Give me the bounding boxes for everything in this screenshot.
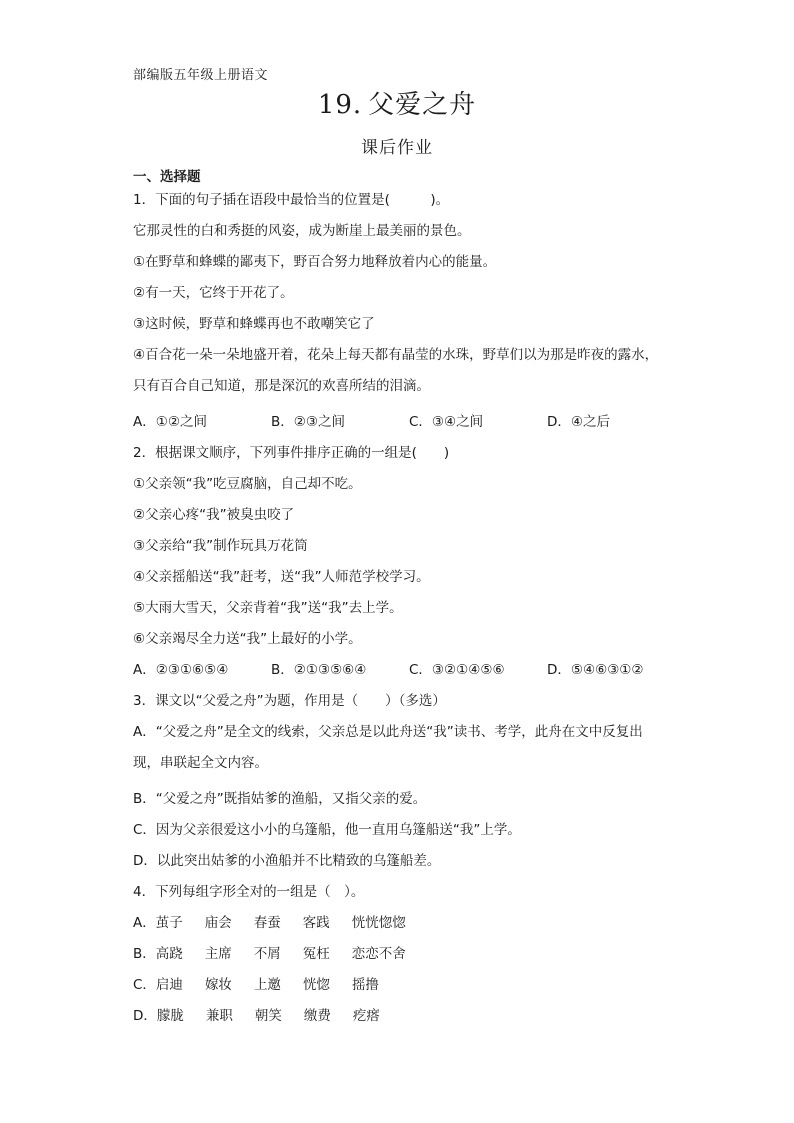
q2-event-6: ⑥父亲竭尽全力送“我”上最好的小学。 xyxy=(133,631,362,647)
q4-c-word: 嫁妆 xyxy=(204,977,232,993)
q3-option-d[interactable]: D．以此突出姑爹的小渔船并不比精致的乌篷船差。 xyxy=(133,853,441,869)
q4-d-word: 缴费 xyxy=(303,1008,331,1024)
q1-sentence: 它那灵性的白和秀挺的风姿，成为断崖上最美丽的景色。 xyxy=(133,223,471,239)
q3-option-b[interactable]: B．“父爱之舟”既指姑爹的渔船，又指父亲的爱。 xyxy=(133,791,427,807)
q2-options xyxy=(133,660,663,691)
q1-option-c[interactable]: C．③④之间 xyxy=(409,414,484,430)
q1-option-a[interactable]: A．①②之间 xyxy=(133,414,207,430)
q3-stem: 3．课文以“父爱之舟”为题，作用是（ ）（多选） xyxy=(133,693,446,709)
q4-c-word: 摇撸 xyxy=(351,977,379,993)
q4-c-word: 恍惚 xyxy=(302,977,330,993)
q4-a-word: 恍恍惚惚 xyxy=(351,915,406,931)
subtitle: 课后作业 xyxy=(361,138,433,158)
q2-option-d[interactable]: D．⑤④⑥③①② xyxy=(547,662,644,678)
q4-d-word: 朝笑 xyxy=(254,1008,282,1024)
q3-option-c[interactable]: C．因为父亲很爱这小小的乌篷船，他一直用乌篷船送“我”上学。 xyxy=(133,822,521,838)
q1-passage-2: ②有一天，它终于开花了。 xyxy=(133,285,294,301)
q2-event-3: ③父亲给“我”制作玩具万花筒 xyxy=(133,538,308,554)
q4-option-c[interactable] xyxy=(133,975,663,1006)
q4-b-word: 不屑 xyxy=(253,946,281,962)
q4-option-d[interactable] xyxy=(133,1006,663,1037)
q4-stem: 4．下列每组字形全对的一组是（ ）。 xyxy=(133,884,365,900)
q2-event-4: ④父亲摇船送“我”赶考，送“我”人师范学校学习。 xyxy=(133,569,430,585)
q4-option-a[interactable] xyxy=(133,913,663,944)
q2-event-2: ②父亲心疼“我”被臭虫咬了 xyxy=(133,507,295,523)
q4-a-word: 客践 xyxy=(302,915,330,931)
q4-b-word: 冤枉 xyxy=(302,946,330,962)
lesson-name: 父爱之舟 xyxy=(368,90,477,120)
lesson-title xyxy=(0,84,794,121)
q1-passage-1: ①在野草和蜂蝶的鄙夷下，野百合努力地释放着内心的能量。 xyxy=(133,254,497,270)
q2-option-a[interactable]: A．②③①⑥⑤④ xyxy=(133,662,229,678)
q1-passage-3: ③这时候，野草和蜂蝶再也不敢嘲笑它了 xyxy=(133,316,375,332)
q4-option-b[interactable] xyxy=(133,944,663,975)
q1-option-d[interactable]: D．④之后 xyxy=(547,414,610,430)
q1-options xyxy=(133,412,663,443)
q4-b-word: 恋恋不舍 xyxy=(351,946,406,962)
q4-d-word: D．朦胧 xyxy=(133,1008,184,1024)
q4-a-word: 春蚕 xyxy=(253,915,281,931)
q1-stem: 1．下面的句子插在语段中最恰当的位置是( )。 xyxy=(133,192,450,208)
q1-passage-4: ④百合花一朵一朵地盛开着，花朵上每天都有晶莹的水珠，野草们以为那是昨夜的露水，只有百合自己知道，那是深沉的欢喜所结的泪滴。 xyxy=(133,347,659,394)
q4-a-word: 庙会 xyxy=(204,915,232,931)
section-heading: 一、选择题 xyxy=(133,169,201,185)
q4-a-word: A．茧子 xyxy=(133,915,183,931)
q4-b-word: B．高跷 xyxy=(133,946,183,962)
q2-option-b[interactable]: B．②①③⑤⑥④ xyxy=(271,662,367,678)
q4-c-word: 上邀 xyxy=(253,977,281,993)
lesson-number: 19. xyxy=(317,90,363,120)
q2-event-1: ①父亲领“我”吃豆腐脑，自己却不吃。 xyxy=(133,476,362,492)
questions xyxy=(133,190,663,1037)
q4-d-word: 疙瘩 xyxy=(352,1008,380,1024)
q3-option-a[interactable]: A．“父爱之舟”是全文的线索，父亲总是以此舟送“我”读书、考学，此舟在文中反复出现，串联起全文内容。 xyxy=(133,724,643,771)
q2-stem: 2．根据课文顺序，下列事件排序正确的一组是( ) xyxy=(133,445,450,461)
q4-d-word: 兼职 xyxy=(205,1008,233,1024)
q4-b-word: 主席 xyxy=(204,946,232,962)
q4-c-word: C．启迪 xyxy=(133,977,183,993)
q2-event-5: ⑤大雨大雪天，父亲背着“我”送“我”去上学。 xyxy=(133,600,403,616)
q2-option-c[interactable]: C．③②①④⑤⑥ xyxy=(409,662,505,678)
q1-option-b[interactable]: B．②③之间 xyxy=(271,414,345,430)
grade-header: 部编版五年级上册语文 xyxy=(133,68,269,83)
